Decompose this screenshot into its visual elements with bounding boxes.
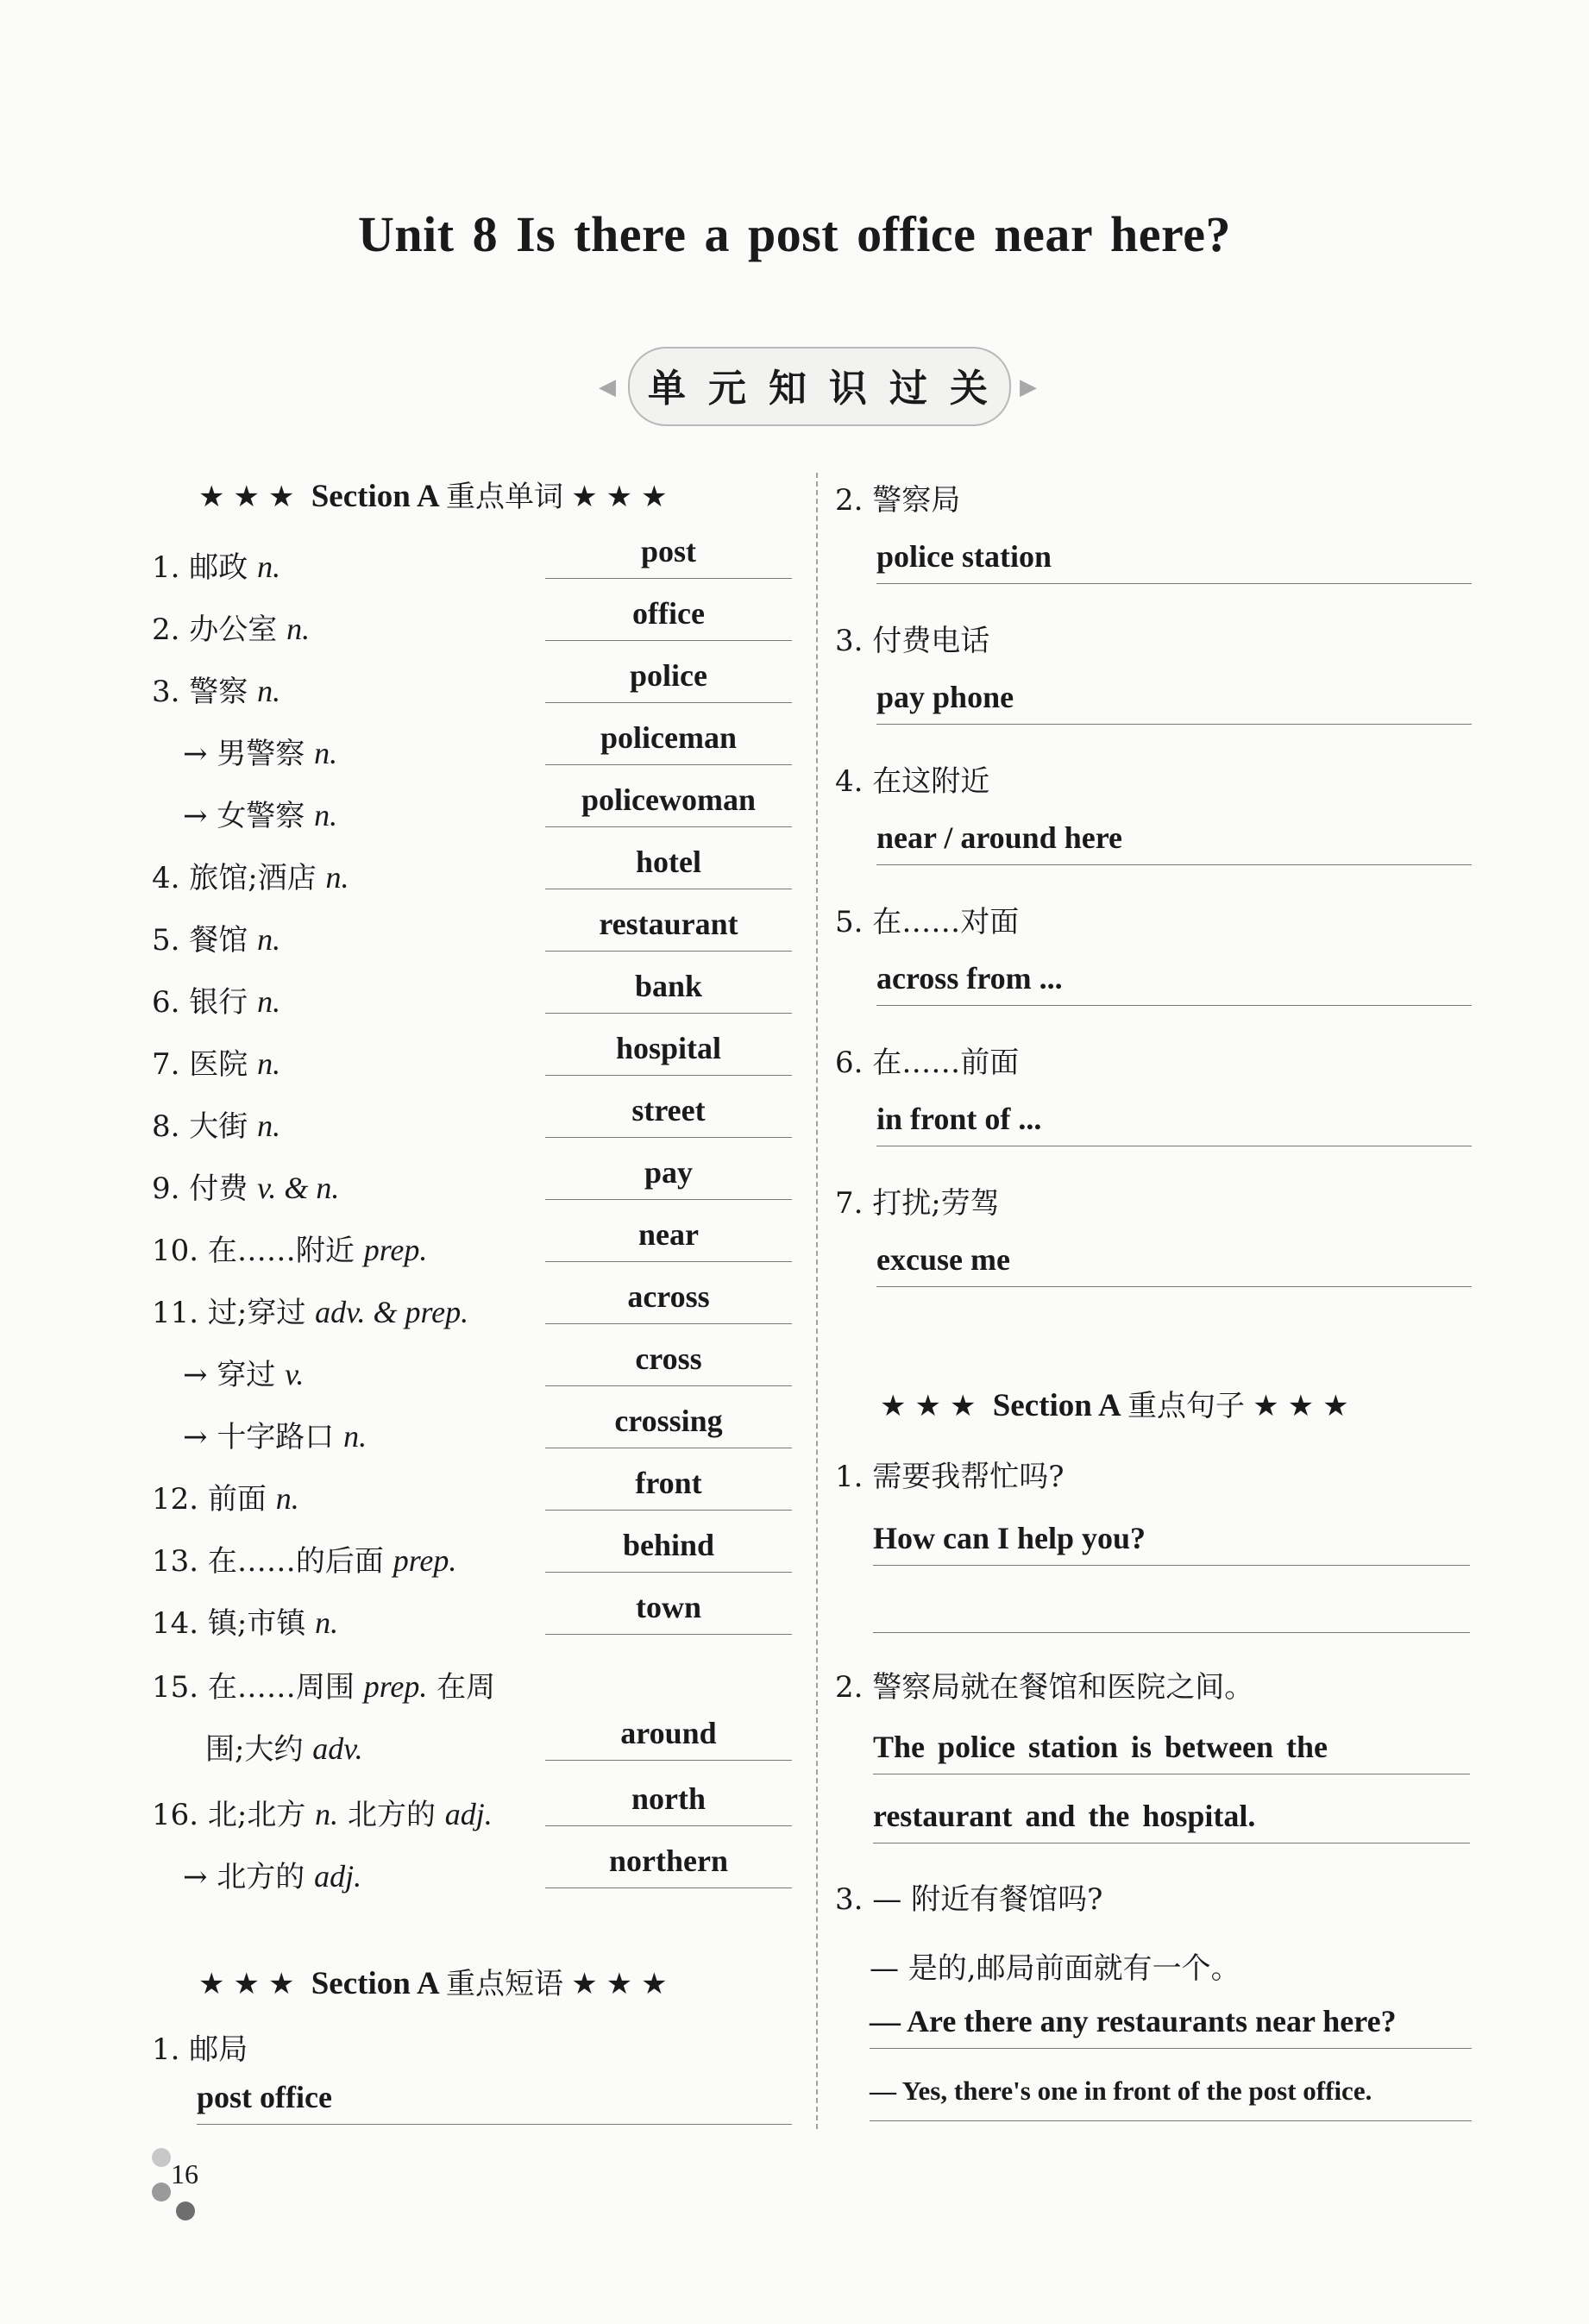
vocab-item bbox=[148, 1460, 792, 1522]
phrase-answer[interactable]: excuse me bbox=[876, 1241, 1472, 1287]
vocab-item bbox=[148, 528, 792, 590]
vocab-prompt: 2. 办公室 n. bbox=[152, 612, 311, 647]
vocab-answer[interactable]: front bbox=[545, 1465, 792, 1511]
phrase-prompt: 3. 付费电话 bbox=[835, 624, 990, 658]
vocab-prompt: 16. 北;北方 n. 北方的 adj. bbox=[152, 1797, 493, 1832]
phrase-answer[interactable]: pay phone bbox=[876, 679, 1472, 725]
vocab-item bbox=[148, 652, 792, 714]
vocab-answer[interactable]: post bbox=[545, 533, 792, 579]
vocab-prompt: 5. 餐馆 n. bbox=[152, 922, 281, 958]
vocab-prompt: → 十字路口 n. bbox=[183, 1419, 367, 1454]
vocab-item-16b bbox=[148, 1837, 792, 1900]
phrase-answer-1[interactable]: post office bbox=[197, 2079, 792, 2125]
vocab-answer[interactable]: office bbox=[545, 595, 792, 641]
sentence-answer-3b[interactable]: — Yes, there's one in front of the post office. bbox=[870, 2076, 1472, 2121]
vocab-answer[interactable]: across bbox=[545, 1278, 792, 1324]
vocab-prompt: → 北方的 adj. bbox=[183, 1859, 362, 1894]
sentence-answer-2a[interactable]: The police station is between the bbox=[873, 1729, 1470, 1774]
vocab-prompt: 14. 镇;市镇 n. bbox=[152, 1605, 339, 1641]
phrase-prompt: 4. 在这附近 bbox=[835, 764, 990, 799]
page-number: 16 bbox=[171, 2158, 198, 2189]
vocab-prompt: 15. 在……周围 prep. 在周 bbox=[152, 1669, 496, 1705]
vocab-item bbox=[148, 714, 792, 776]
sentence-prompt-2: 2. 警察局就在餐馆和医院之间。 bbox=[835, 1670, 1254, 1705]
vocab-answer[interactable]: north bbox=[545, 1781, 792, 1826]
phrase-answer[interactable]: across from ... bbox=[876, 960, 1472, 1006]
vocab-item bbox=[148, 1335, 792, 1398]
banner-ornament-left-icon: ◀ bbox=[599, 374, 616, 400]
sentence-answer-1[interactable]: How can I help you? bbox=[873, 1520, 1470, 1566]
phrase-prompt: 6. 在……前面 bbox=[835, 1046, 1020, 1080]
vocab-prompt: → 男警察 n. bbox=[183, 736, 338, 771]
phrase-prompt: 2. 警察局 bbox=[835, 483, 961, 518]
phrase-answer[interactable]: in front of ... bbox=[876, 1101, 1472, 1146]
vocab-prompt: → 女警察 n. bbox=[183, 798, 338, 833]
vocab-prompt: 11. 过;穿过 adv. & prep. bbox=[152, 1295, 469, 1330]
vocab-answer[interactable]: crossing bbox=[545, 1403, 792, 1448]
vocab-item bbox=[148, 839, 792, 901]
phrase-prompt-1: 1. 邮局 bbox=[152, 2032, 248, 2067]
vocab-item bbox=[148, 1087, 792, 1149]
vocab-item bbox=[148, 1273, 792, 1335]
section-phrases-heading: ★★★ Section A 重点短语 ★★★ bbox=[198, 1966, 676, 2001]
sentence-answer-1-blank[interactable] bbox=[873, 1587, 1470, 1633]
vocab-prompt: 1. 邮政 n. bbox=[152, 550, 281, 585]
hex-decoration-icon bbox=[176, 2202, 195, 2220]
vocab-item bbox=[148, 776, 792, 839]
vocab-item bbox=[148, 590, 792, 652]
column-divider bbox=[816, 473, 818, 2129]
section-words-heading: ★★★ Section A 重点单词 ★★★ bbox=[198, 479, 676, 514]
phrase-prompt: 5. 在……对面 bbox=[835, 905, 1020, 939]
vocab-prompt-line2: 围;大约 adv. bbox=[205, 1731, 363, 1767]
sentence-prompt-3b: — 是的,邮局前面就有一个。 bbox=[870, 1951, 1240, 1986]
sentence-prompt-3: 3. — 附近有餐馆吗? bbox=[835, 1882, 1103, 1917]
vocab-answer[interactable]: pay bbox=[545, 1154, 792, 1200]
vocab-prompt: 9. 付费 v. & n. bbox=[152, 1171, 340, 1206]
banner-title: 单元知识过关 bbox=[648, 367, 1010, 411]
vocab-answer[interactable]: restaurant bbox=[545, 906, 792, 952]
vocab-prompt: → 穿过 v. bbox=[183, 1357, 305, 1392]
vocab-answer[interactable]: hospital bbox=[545, 1030, 792, 1076]
banner-ornament-right-icon: ▶ bbox=[1020, 374, 1037, 400]
vocab-prompt: 10. 在……附近 prep. bbox=[152, 1233, 428, 1268]
vocab-answer[interactable]: behind bbox=[545, 1527, 792, 1573]
vocab-item bbox=[148, 1398, 792, 1460]
vocab-answer[interactable]: around bbox=[545, 1715, 792, 1761]
vocab-answer[interactable]: town bbox=[545, 1589, 792, 1635]
sentence-answer-2b[interactable]: restaurant and the hospital. bbox=[873, 1798, 1470, 1843]
vocab-prompt: 12. 前面 n. bbox=[152, 1481, 299, 1517]
vocab-answer[interactable]: hotel bbox=[545, 844, 792, 889]
vocab-item bbox=[148, 1522, 792, 1584]
vocab-answer[interactable]: street bbox=[545, 1092, 792, 1138]
vocab-answer[interactable]: cross bbox=[545, 1341, 792, 1386]
vocab-item-15 bbox=[148, 1648, 792, 1777]
hex-decoration-icon bbox=[152, 2148, 171, 2167]
vocab-item bbox=[148, 901, 792, 963]
vocab-answer[interactable]: bank bbox=[545, 968, 792, 1014]
vocab-prompt: 3. 警察 n. bbox=[152, 674, 281, 709]
vocab-item bbox=[148, 1149, 792, 1211]
vocab-answer[interactable]: near bbox=[545, 1216, 792, 1262]
vocab-item bbox=[148, 1584, 792, 1646]
vocab-answer[interactable]: policeman bbox=[545, 719, 792, 765]
sentence-prompt-1: 1. 需要我帮忙吗? bbox=[835, 1460, 1065, 1494]
phrase-answer[interactable]: near / around here bbox=[876, 820, 1472, 865]
vocab-prompt: 6. 银行 n. bbox=[152, 984, 281, 1020]
vocab-answer[interactable]: northern bbox=[545, 1843, 792, 1888]
vocab-item-16 bbox=[148, 1775, 792, 1837]
vocab-prompt: 8. 大街 n. bbox=[152, 1109, 281, 1144]
vocab-item bbox=[148, 963, 792, 1025]
sentence-answer-3a[interactable]: — Are there any restaurants near here? bbox=[870, 2003, 1472, 2049]
vocab-item bbox=[148, 1025, 792, 1087]
vocab-answer[interactable]: police bbox=[545, 657, 792, 703]
phrase-prompt: 7. 打扰;劳驾 bbox=[835, 1186, 1000, 1221]
vocab-prompt: 7. 医院 n. bbox=[152, 1046, 281, 1082]
section-sentences-heading: ★★★ Section A 重点句子 ★★★ bbox=[880, 1388, 1358, 1423]
section-banner bbox=[594, 338, 1042, 433]
page-title: Unit 8 Is there a post office near here? bbox=[358, 206, 1231, 262]
phrase-answer[interactable]: police station bbox=[876, 538, 1472, 584]
vocab-prompt: 13. 在……的后面 prep. bbox=[152, 1543, 457, 1579]
hex-decoration-icon bbox=[152, 2183, 171, 2202]
vocab-item bbox=[148, 1211, 792, 1273]
vocab-answer[interactable]: policewoman bbox=[545, 782, 792, 827]
vocab-prompt: 4. 旅馆;酒店 n. bbox=[152, 860, 349, 895]
